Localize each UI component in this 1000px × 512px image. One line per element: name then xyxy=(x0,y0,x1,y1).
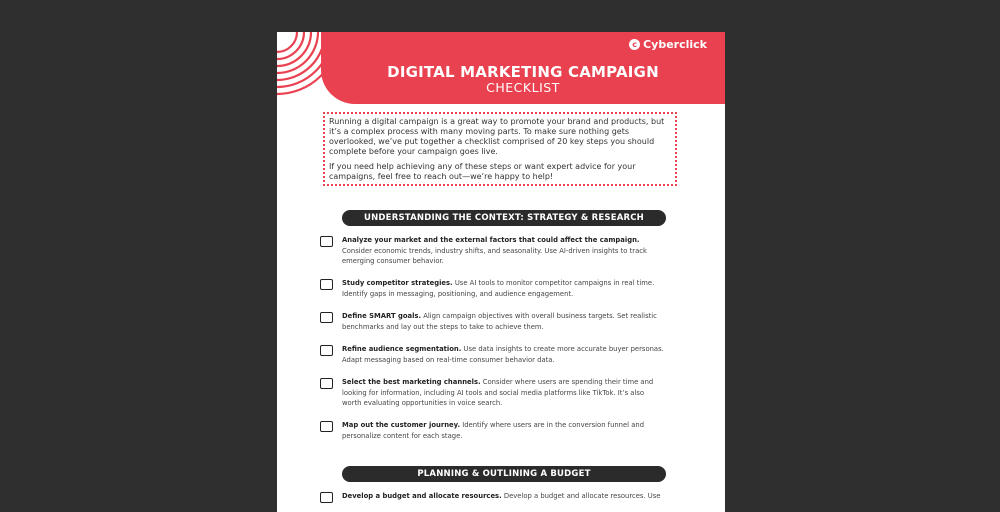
checkbox[interactable] xyxy=(320,312,333,323)
item-description: Use data insights to create more accurate buyer personas. Adapt messaging based on real-time consumer behavior data. xyxy=(342,345,664,364)
intro-box xyxy=(323,112,677,186)
checkbox[interactable] xyxy=(320,279,333,290)
item-heading: Refine audience segmentation. xyxy=(342,345,462,353)
item-heading: Map out the customer journey. xyxy=(342,421,461,429)
brand-name: Cyberclick xyxy=(643,38,707,51)
item-description: Use AI tools to monitor competitor campaigns in real time. Identify gaps in messaging, positioning, and audience engagement. xyxy=(342,279,655,298)
checklist-item-text xyxy=(342,278,664,299)
checklist-item-text xyxy=(342,344,664,365)
checkbox[interactable] xyxy=(320,378,333,389)
page-title: DIGITAL MARKETING CAMPAIGN xyxy=(387,63,659,81)
item-description: Align campaign objectives with overall business targets. Set realistic benchmarks and lay out the steps to take to achieve them. xyxy=(342,312,657,331)
checklist-document xyxy=(277,32,725,512)
checkbox[interactable] xyxy=(320,236,333,247)
checkbox[interactable] xyxy=(320,492,333,503)
checklist-item-text xyxy=(342,311,664,332)
item-description: Develop a budget and allocate resources. Use xyxy=(501,492,661,500)
item-heading: Study competitor strategies. xyxy=(342,279,453,287)
intro-paragraph: Running a digital campaign is a great way to promote your brand and products, but it’s a complex process with many moving parts. To make sure nothing gets overlooked, we’ve put together a checklist comprised of 20 key steps you should complete before your campaign goes live. xyxy=(329,117,665,156)
checklist-item-text xyxy=(342,420,664,441)
checklist-item-text xyxy=(342,235,664,267)
section-header-strategy: UNDERSTANDING THE CONTEXT: STRATEGY & RESEARCH xyxy=(342,210,666,226)
item-description: Consider economic trends, industry shifts, and seasonality. Use AI-driven insights to track emerging consumer behavior. xyxy=(342,246,647,265)
item-heading: Analyze your market and the external factors that could affect the campaign. xyxy=(342,236,640,244)
item-description: Identify where users are in the conversion funnel and personalize content for each stage. xyxy=(342,421,645,440)
checklist-item-text xyxy=(342,377,664,409)
section-header-budget: PLANNING & OUTLINING A BUDGET xyxy=(342,466,666,482)
item-heading: Select the best marketing channels. xyxy=(342,378,481,386)
item-heading: Define SMART goals. xyxy=(342,312,422,320)
brand-logo xyxy=(629,38,707,51)
item-description: Consider where users are spending their time and looking for information, including AI tools and social media platforms like TikTok. It’s also worth evaluating opportunities in voice search. xyxy=(342,378,654,407)
page-subtitle: CHECKLIST xyxy=(486,80,560,95)
brand-logo-icon: c xyxy=(629,39,640,50)
intro-paragraph: If you need help achieving any of these steps or want expert advice for your campaigns, feel free to reach out—we’re happy to help! xyxy=(329,162,636,181)
checkbox[interactable] xyxy=(320,345,333,356)
checkbox[interactable] xyxy=(320,421,333,432)
item-heading: Develop a budget and allocate resources. xyxy=(342,492,502,500)
